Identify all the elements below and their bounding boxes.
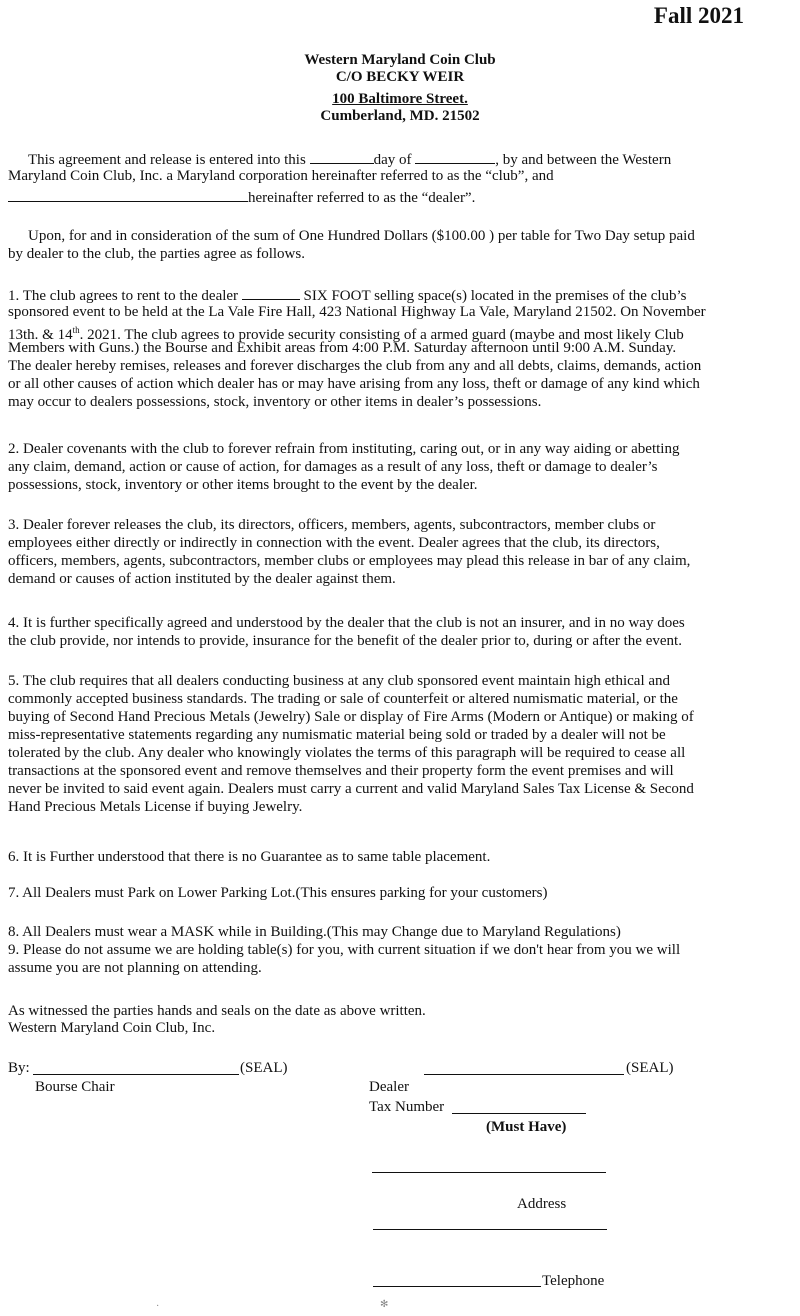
telephone-line[interactable]: [373, 1286, 541, 1287]
address-line-1[interactable]: [372, 1172, 606, 1173]
bourse-chair-label: Bourse Chair: [35, 1079, 115, 1095]
item6-line: 6. It is Further understood that there is no Guarantee as to same table placement.: [8, 849, 491, 865]
item4-line-2: the club provide, nor intends to provide, insurance for the benefit of the dealer prior to, during or after the event.: [8, 633, 682, 649]
intro-text-c: , by and between the Western: [495, 152, 672, 168]
item3-line-3: officers, members, agents, subcontractors, member clubs or employees may plead this release in bar of any claim,: [8, 553, 691, 569]
item2-line-2: any claim, demand, action or cause of action, for damages as a result of any loss, theft or damage to dealer’s: [8, 459, 658, 475]
date-day-blank[interactable]: [310, 149, 374, 164]
item1-line-2: sponsored event to be held at the La Vale Fire Hall, 423 National Highway La Vale, Maryland 21502. On November: [8, 304, 706, 320]
item1-text-a: 1. The club agrees to rent to the dealer: [8, 288, 239, 304]
item1-date-b: . 2021. The club agrees to provide security consisting of a armed guard (maybe and most likely Club: [79, 327, 684, 343]
item7-line: 7. All Dealers must Park on Lower Parking Lot.(This ensures parking for your customers): [8, 885, 548, 901]
dealer-label: Dealer: [369, 1079, 409, 1095]
address-line-2[interactable]: [373, 1229, 607, 1230]
club-name: Western Maryland Coin Club: [304, 52, 496, 68]
item5-line-5: tolerated by the club. Any dealer who knowingly violates the terms of this paragraph will be required to cease all: [8, 745, 686, 761]
witness-line-2: Western Maryland Coin Club, Inc.: [8, 1020, 216, 1036]
item5-line-2: commonly accepted business standards. The trading or sale of counterfeit or altered numismatic material, or the: [8, 691, 678, 707]
street-address: [0, 91, 800, 108]
item5-line-1: 5. The club requires that all dealers conducting business at any club sponsored event maintain high ethical and: [8, 673, 671, 689]
bourse-chair-signature-line[interactable]: [33, 1074, 239, 1075]
street-address-text: 100 Baltimore Street.: [332, 91, 468, 107]
item5-line-4: miss-representative statements regarding any numismatic material being sold or traded by a dealer will not be: [8, 727, 666, 743]
item1-text-b: SIX FOOT selling space(s) located in the premises of the club’s: [303, 288, 687, 304]
seal-left: (SEAL): [240, 1060, 288, 1076]
scan-speck: ·: [156, 1301, 160, 1312]
item1-date-sup: th: [72, 325, 80, 335]
address-label: Address: [517, 1196, 567, 1212]
item5-line-3: buying of Second Hand Precious Metals (Jewelry) Sale or display of Fire Arms (Modern or Antique) or making of: [8, 709, 694, 725]
witness-line-1: As witnessed the parties hands and seals on the date as above written.: [8, 1003, 426, 1019]
item5-line-7: never be invited to said event again. Dealers must carry a current and valid Maryland Sales Tax License & Second: [8, 781, 694, 797]
tax-number-line[interactable]: [452, 1113, 586, 1114]
item2-line-3: possessions, stock, inventory or other items brought to the event by the dealer.: [8, 477, 478, 493]
item1-line-6: or all other causes of action which dealer has or may have arising from any loss, theft or damage of any kind which: [8, 376, 700, 392]
item1-line-5: The dealer hereby remises, releases and forever discharges the club from any and all debts, claims, demands, action: [8, 358, 702, 374]
by-label: By:: [8, 1060, 30, 1076]
item3-line-4: demand or causes of action instituted by the dealer against them.: [8, 571, 396, 587]
item3-line-1: 3. Dealer forever releases the club, its directors, officers, members, agents, subcontractors, member clubs or: [8, 517, 656, 533]
seal-right: (SEAL): [626, 1060, 674, 1076]
intro-line-1: [28, 149, 788, 169]
consideration-line-2: by dealer to the club, the parties agree as follows.: [8, 246, 305, 262]
intro-line-3: [8, 187, 788, 207]
season-title: Fall 2021: [653, 3, 744, 28]
item2-line-1: 2. Dealer covenants with the club to forever refrain from instituting, caring out, or in any way aiding or abetting: [8, 441, 680, 457]
item1-line-7: may occur to dealers possessions, stock, inventory or other items in dealer’s possessions.: [8, 394, 542, 410]
item9-line-1: 9. Please do not assume we are holding table(s) for you, with current situation if we don't hear from you we will: [8, 942, 681, 958]
item1-date-a: 13th. & 14: [8, 327, 73, 343]
intro-line-2: Maryland Coin Club, Inc. a Maryland corporation hereinafter referred to as the “club”, and: [8, 168, 554, 184]
item3-line-2: employees either directly or indirectly in connection with the event. Dealer agrees that the club, its directors,: [8, 535, 660, 551]
intro-text-b: day of: [373, 152, 412, 168]
scan-speck: ✻: [380, 1299, 389, 1310]
intro-text-d: hereinafter referred to as the “dealer”.: [248, 190, 476, 206]
dealer-name-blank[interactable]: [8, 187, 248, 202]
table-count-blank[interactable]: [242, 285, 300, 300]
date-month-blank[interactable]: [415, 149, 495, 164]
tax-number-label: Tax Number: [369, 1099, 445, 1115]
care-of-line: C/O BECKY WEIR: [335, 69, 465, 85]
must-have-note: (Must Have): [486, 1119, 567, 1135]
telephone-label: Telephone: [542, 1273, 605, 1289]
item5-line-8: Hand Precious Metals License if buying Jewelry.: [8, 799, 303, 815]
item8-line: 8. All Dealers must wear a MASK while in Building.(This may Change due to Maryland Regulations): [8, 924, 621, 940]
item1-line-4: Members with Guns.) the Bourse and Exhibit areas from 4:00 P.M. Saturday afternoon until 9:00 A.M. Sunday.: [8, 340, 677, 356]
dealer-signature-line[interactable]: [424, 1074, 624, 1075]
item9-line-2: assume you are not planning on attending.: [8, 960, 262, 976]
consideration-line-1: Upon, for and in consideration of the sum of One Hundred Dollars ($100.00 ) per table for Two Day setup paid: [28, 228, 695, 244]
item1-line-1: [8, 285, 788, 305]
item5-line-6: transactions at the sponsored event and remove themselves and their property form the event premises and will: [8, 763, 674, 779]
item4-line-1: 4. It is further specifically agreed and understood by the dealer that the club is not an insurer, and in no way does: [8, 615, 685, 631]
intro-text-a: This agreement and release is entered into this: [28, 152, 306, 168]
city-address: Cumberland, MD. 21502: [320, 108, 480, 124]
